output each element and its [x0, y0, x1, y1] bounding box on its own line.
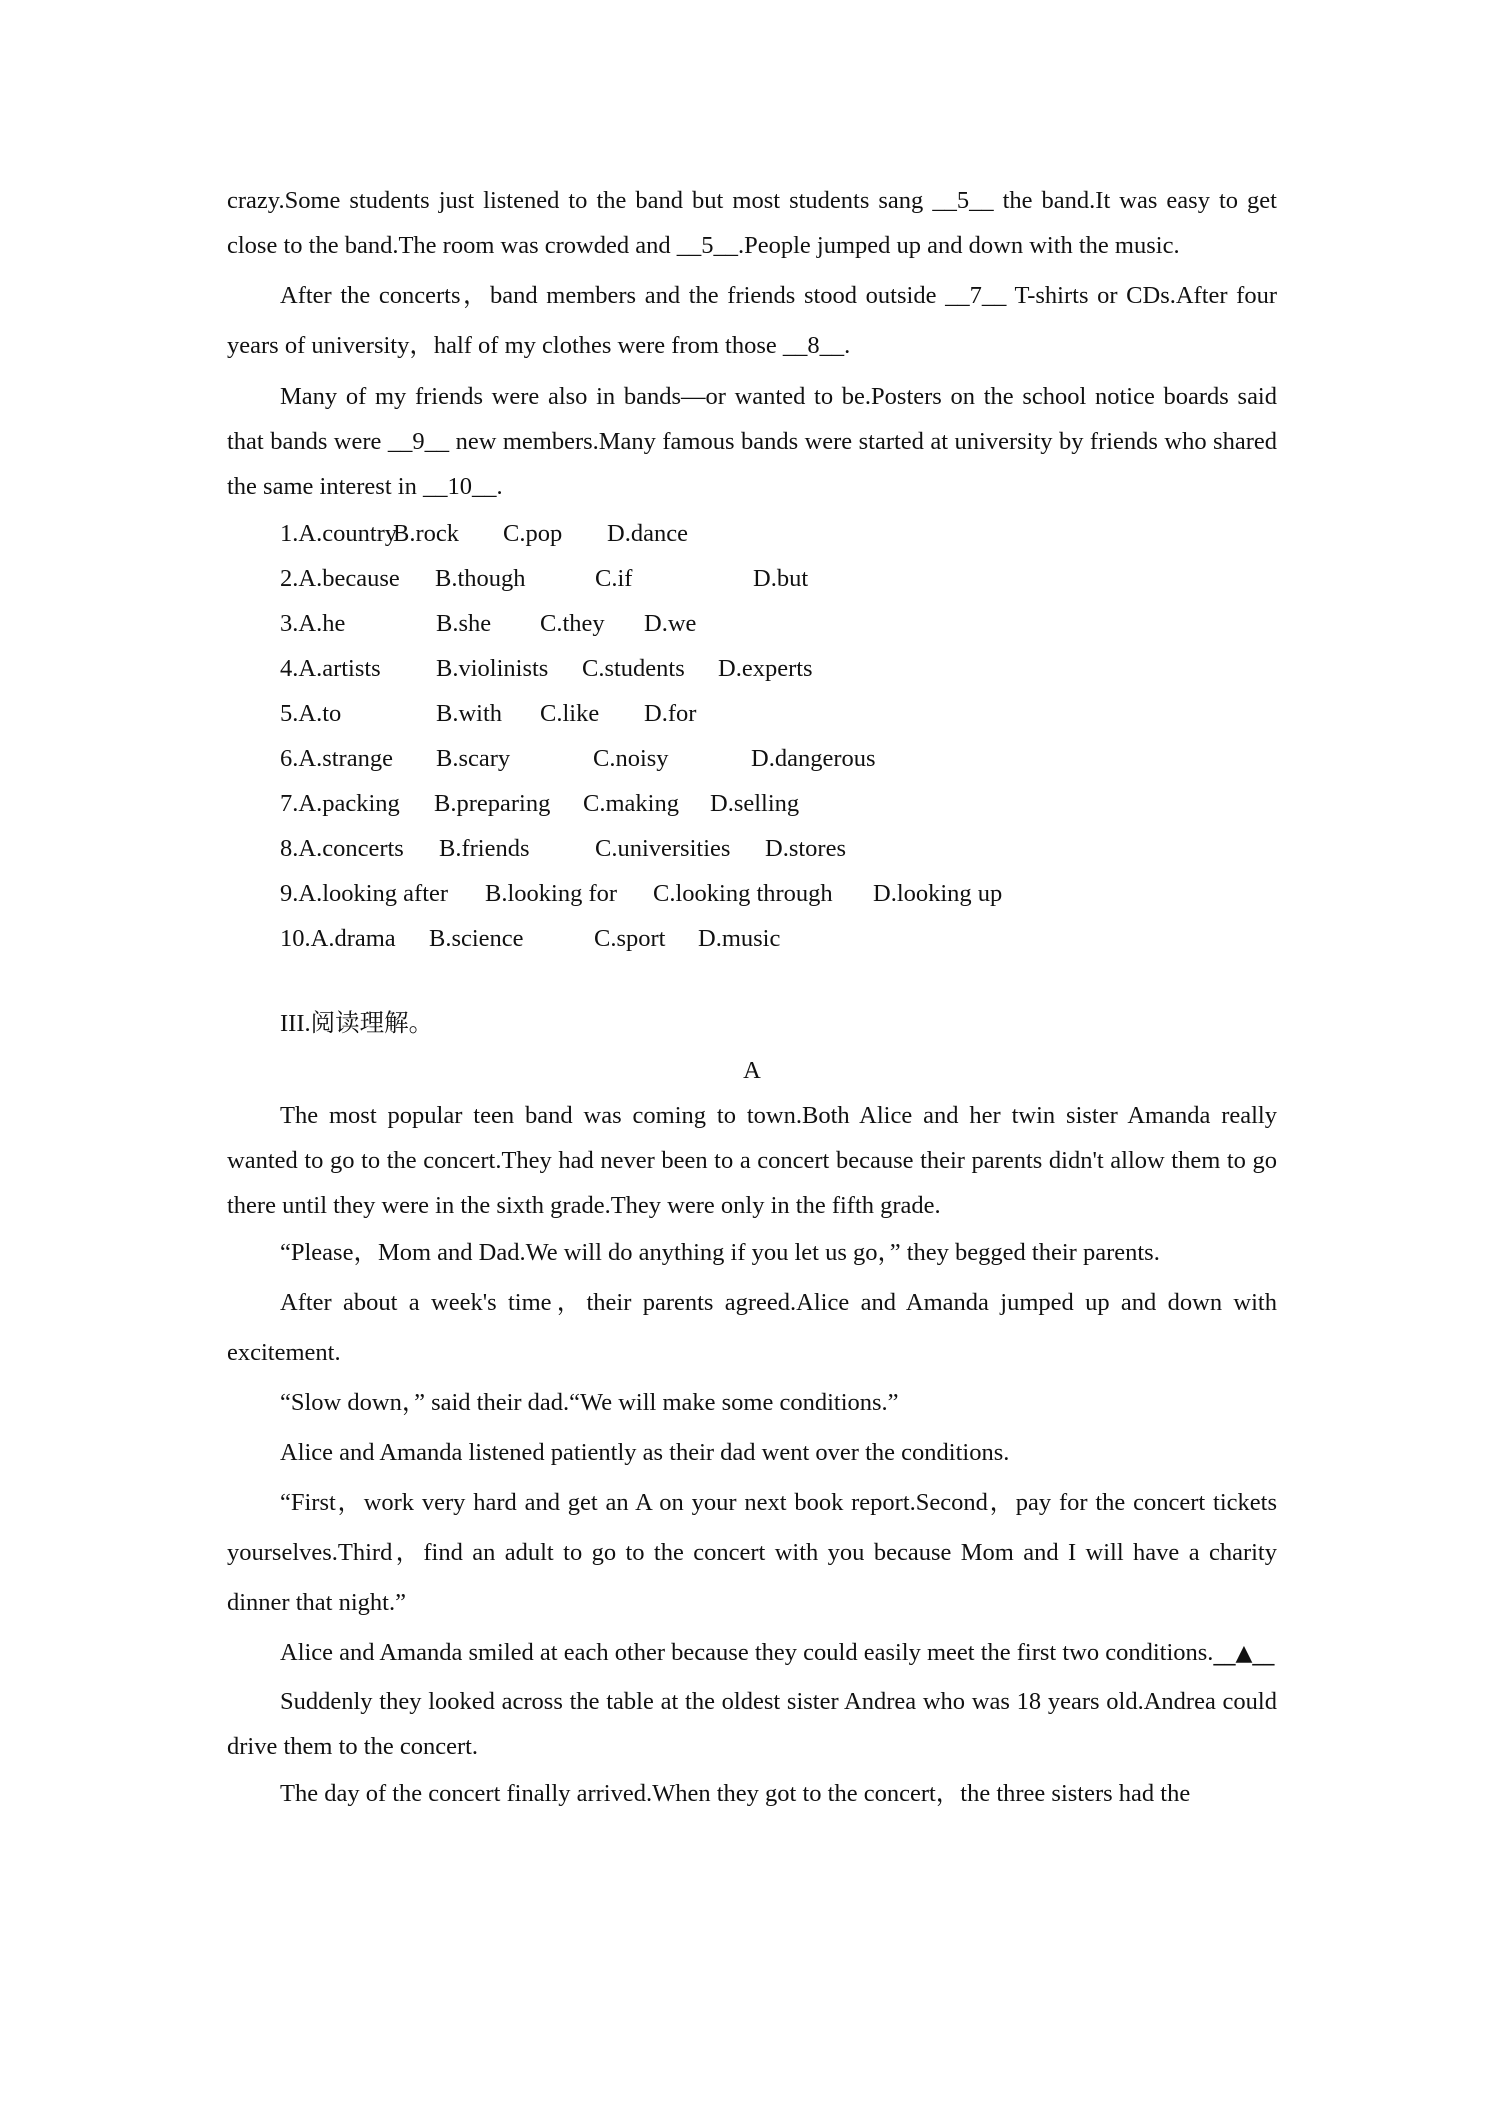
reading-paragraph-3: After about a week's time，their parents agreed.Alice and Amanda jumped up and down with excitement. [227, 1289, 1277, 1366]
option: B.with [436, 700, 503, 727]
option: 3.A.he [280, 610, 346, 637]
option: D.but [753, 565, 809, 592]
option: B.science [429, 925, 524, 952]
option: D.for [644, 700, 697, 727]
option: C.pop [503, 520, 563, 547]
option: 7.A.packing [280, 790, 400, 817]
option: B.though [435, 565, 526, 592]
option: 10.A.drama [280, 925, 396, 952]
option: C.making [583, 790, 679, 817]
option: D.looking up [873, 880, 1003, 907]
option: B.looking for [485, 880, 618, 907]
reading-paragraph-2: “Please，Mom and Dad.We will do anything if you let us go，” they begged their parents. [280, 1239, 1160, 1266]
option: 4.A.artists [280, 655, 381, 682]
option: D.dangerous [751, 745, 876, 772]
answer-options [227, 511, 1277, 961]
cloze-paragraph-1: crazy.Some students just listened to the band but most students sang __5__ the band.It was easy to get close to the band.The room was crowded and __5__.People jumped up and down with the music. [227, 187, 1277, 259]
option: D.music [698, 925, 781, 952]
option: B.scary [436, 745, 511, 772]
answer-blank-triangle: __▲__ [1213, 1641, 1275, 1666]
reading-paragraph-4: “Slow down，” said their dad.“We will make some conditions.” [280, 1389, 899, 1416]
option: D.selling [710, 790, 800, 817]
reading-paragraph-9: The day of the concert finally arrived.When they got to the concert，the three sisters had the [280, 1780, 1191, 1807]
option: 9.A.looking after [280, 880, 449, 907]
reading-paragraph-5: Alice and Amanda listened patiently as their dad went over the conditions. [280, 1439, 1010, 1466]
question-2-options [227, 556, 1277, 601]
reading-paragraph-7-text: Alice and Amanda smiled at each other because they could easily meet the first two conditions. [280, 1639, 1214, 1666]
reading-paragraph-1: The most popular teen band was coming to town.Both Alice and her twin sister Amanda really wanted to go to the concert.They had never been to a concert because their parents didn't allow them to go there until they were in the sixth grade.They were only in the fifth grade. [227, 1102, 1277, 1219]
option: B.friends [439, 835, 530, 862]
question-5-options [227, 691, 1277, 736]
option: B.preparing [434, 790, 551, 817]
reading-paragraph-7 [227, 1628, 1277, 1679]
option: 2.A.because [280, 565, 400, 592]
option: C.universities [595, 835, 731, 862]
question-4-options [227, 646, 1277, 691]
option: 5.A.to [280, 700, 342, 727]
document-page [227, 178, 1277, 1819]
reading-paragraph-6: “First，work very hard and get an A on your next book report.Second，pay for the concert tickets yourselves.Third，find an adult to go to the concert with you because Mom and I will have a charity dinner that night.” [227, 1489, 1277, 1616]
option: 6.A.strange [280, 745, 393, 772]
option: D.experts [718, 655, 813, 682]
section-heading: III.阅读理解。 [280, 1010, 434, 1037]
option: 1.A.country [280, 520, 398, 547]
option: D.dance [607, 520, 688, 547]
option: D.stores [765, 835, 846, 862]
question-6-options [227, 736, 1277, 781]
option: C.sport [594, 925, 666, 952]
option: D.we [644, 610, 697, 637]
option: C.students [582, 655, 685, 682]
option: C.looking through [653, 880, 833, 907]
question-9-options [227, 871, 1277, 916]
question-1-options [227, 511, 1277, 556]
option: 8.A.concerts [280, 835, 404, 862]
question-10-options [227, 916, 1277, 961]
question-8-options [227, 826, 1277, 871]
question-7-options [227, 781, 1277, 826]
option: B.she [436, 610, 492, 637]
option: C.like [540, 700, 600, 727]
reading-paragraph-8: Suddenly they looked across the table at the oldest sister Andrea who was 18 years old.Andrea could drive them to the concert. [227, 1688, 1277, 1760]
question-3-options [227, 601, 1277, 646]
option: C.if [595, 565, 633, 592]
passage-label: A [743, 1057, 761, 1084]
option: C.noisy [593, 745, 669, 772]
cloze-paragraph-2: After the concerts，band members and the friends stood outside __7__ T-shirts or CDs.After four years of university，half of my clothes were from those __8__. [227, 282, 1277, 359]
cloze-paragraph-3: Many of my friends were also in bands—or wanted to be.Posters on the school notice boards said that bands were __9__ new members.Many famous bands were started at university by friends who shared the same interest in __10__. [227, 383, 1277, 500]
option: C.they [540, 610, 605, 637]
option: B.rock [393, 520, 459, 547]
option: B.violinists [436, 655, 549, 682]
